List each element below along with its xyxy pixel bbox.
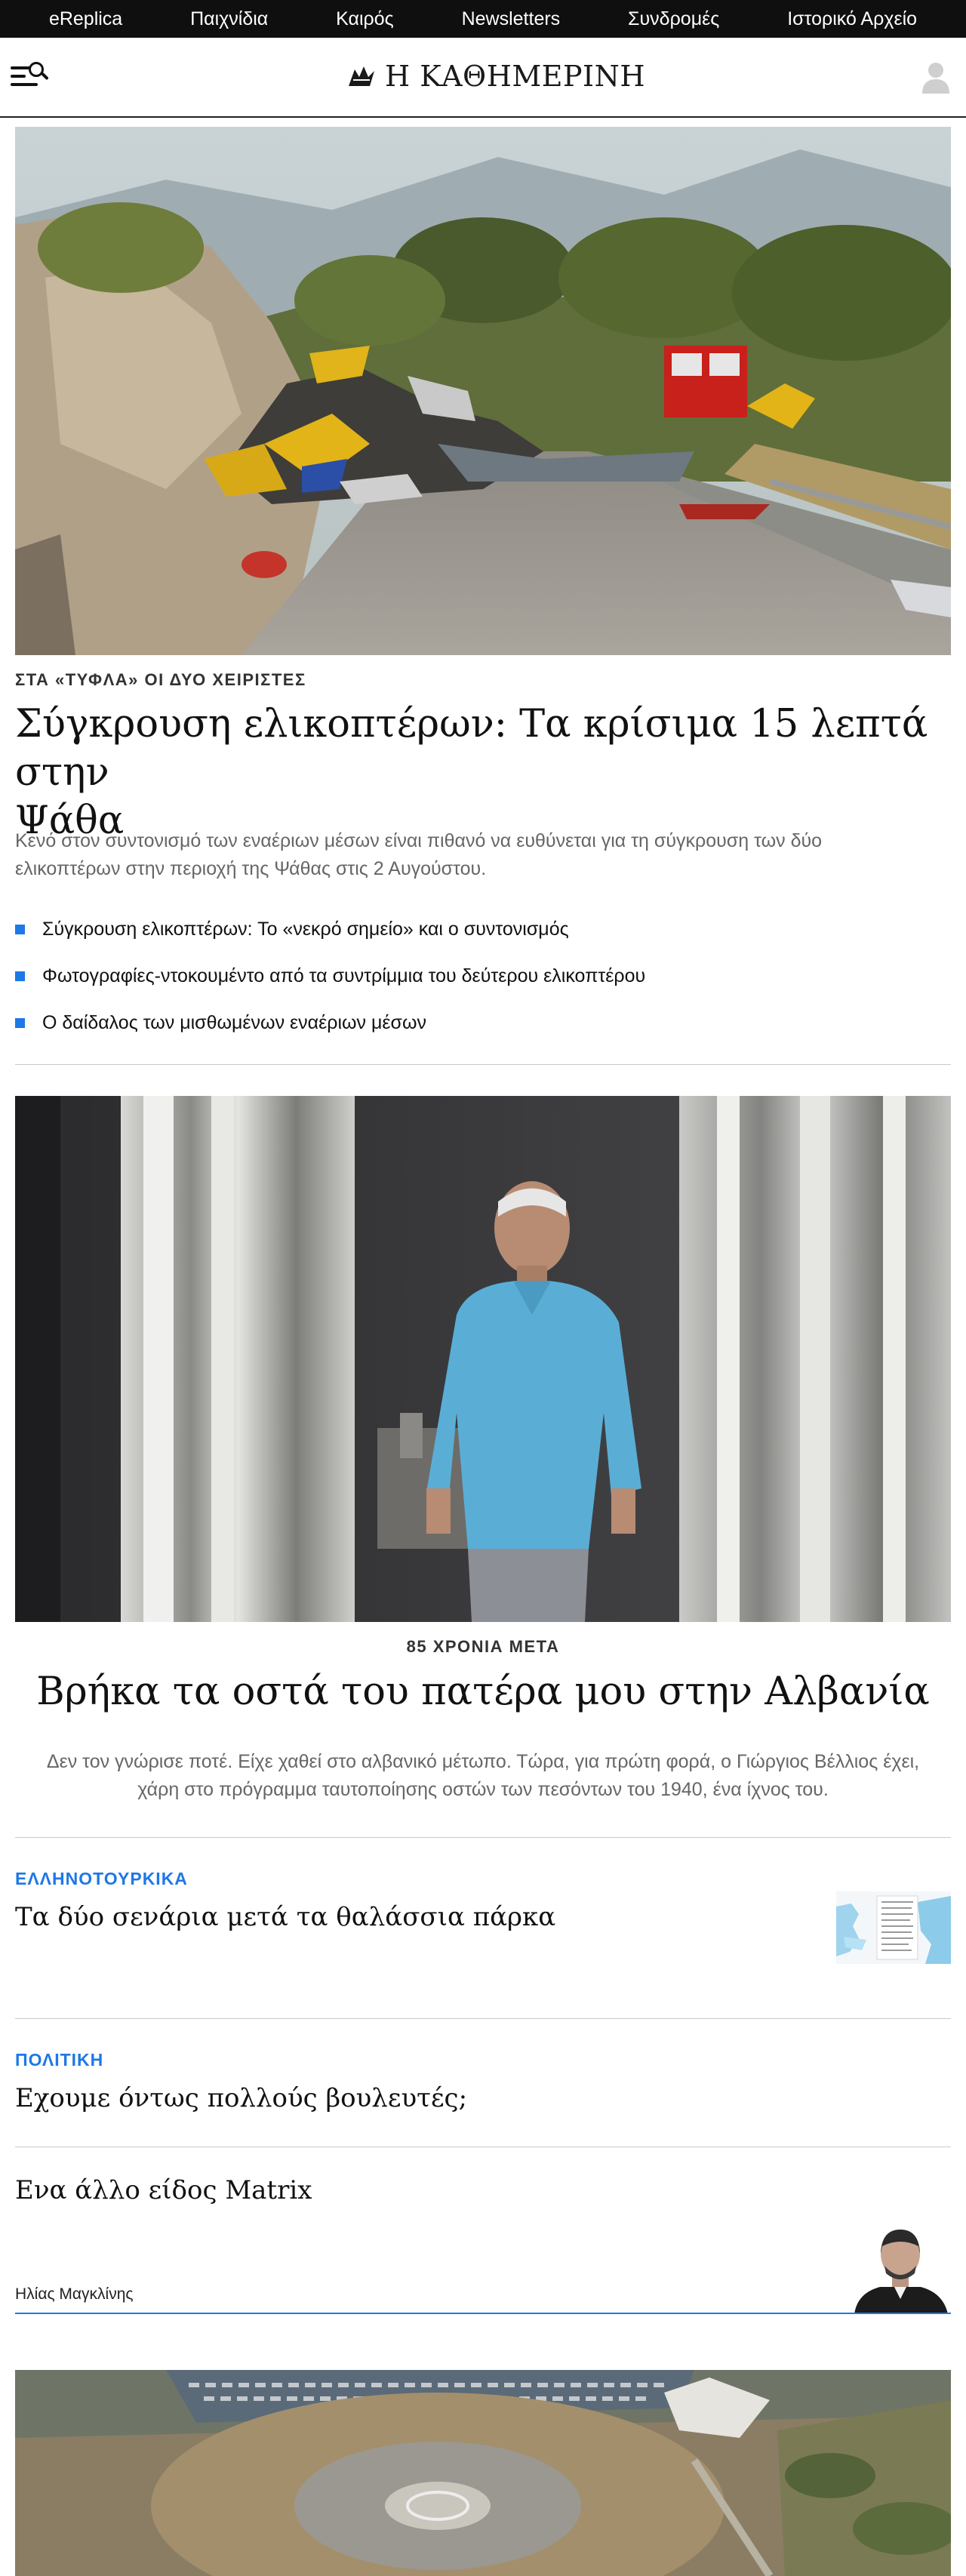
lead-headline-line-2: Ψάθα xyxy=(15,799,125,843)
section-divider xyxy=(15,2018,951,2019)
related-link-text: Φωτογραφίες-ντοκουμέντο από τα συντρίμμια του δεύτερου ελικοπτέρου xyxy=(42,965,646,986)
author-avatar[interactable] xyxy=(850,2221,951,2314)
opinion-underline xyxy=(15,2313,951,2314)
lead-article-headline[interactable] xyxy=(15,700,966,845)
second-summary-line-1: Δεν τον γνώρισε ποτέ. Είχε χαθεί στο αλβανικό μέτωπο. Τώρα, για πρώτη φορά, ο Γιώργιος Βέλλιος έχει, xyxy=(46,1751,920,1772)
menu-search-icon[interactable] xyxy=(9,62,50,92)
fifth-article-image[interactable] xyxy=(15,2370,951,2576)
related-link[interactable] xyxy=(15,906,951,953)
topnav-item-archive[interactable]: Ιστορικό Αρχείο xyxy=(787,8,918,29)
related-link[interactable] xyxy=(15,953,951,999)
second-summary-line-2: χάρη στο πρόγραμμα ταυτοποίησης οστών των πεσόντων του 1940, ένα ίχνος του. xyxy=(137,1779,829,1800)
lead-headline-line-1: Σύγκρουση ελικοπτέρων: Τα κρίσιμα 15 λεπτά στην xyxy=(15,702,928,795)
section-divider xyxy=(15,1064,951,1065)
lead-article-summary xyxy=(15,827,822,883)
logo-emblem-icon xyxy=(347,63,376,89)
lead-article-kicker: ΣΤΑ «ΤΥΦΛΑ» ΟΙ ΔΥΟ ΧΕΙΡΙΣΤΕΣ xyxy=(15,670,306,689)
lead-article-image[interactable] xyxy=(15,127,951,655)
bullet-square-icon xyxy=(15,1018,25,1028)
site-logo[interactable] xyxy=(347,57,645,95)
opinion-author-name[interactable]: Ηλίας Μαγκλίνης xyxy=(15,2285,134,2303)
related-link-text: Σύγκρουση ελικοπτέρων: Το «νεκρό σημείο» και ο συντονισμός xyxy=(42,918,569,940)
user-icon[interactable] xyxy=(921,60,951,94)
second-article-headline[interactable]: Βρήκα τα οστά του πατέρα μου στην Αλβανία xyxy=(36,1670,930,1714)
bullet-square-icon xyxy=(15,925,25,934)
related-link[interactable] xyxy=(15,999,951,1046)
third-article-thumbnail[interactable] xyxy=(836,1891,951,1964)
section-divider xyxy=(15,1837,951,1838)
third-article-headline[interactable]: Τα δύο σενάρια μετά τα θαλάσσια πάρκα xyxy=(15,1902,556,1932)
topnav-item-games[interactable]: Παιχνίδια xyxy=(190,8,269,29)
lead-summary-line-1: Κενό στον συντονισμό των εναέριων μέσων είναι πιθανό να ευθύνεται για τη σύγκρουση των δύο xyxy=(15,830,823,851)
topnav-item-weather[interactable]: Καιρός xyxy=(336,8,394,29)
site-header xyxy=(0,38,966,118)
opinion-article-headline[interactable]: Ενα άλλο είδος Matrix xyxy=(15,2175,312,2205)
third-article-section[interactable]: ΕΛΛΗΝΟΤΟΥΡΚΙΚΑ xyxy=(15,1869,188,1888)
lead-summary-line-2: ελικοπτέρων στην περιοχή της Ψάθας στις 2 Αυγούστου. xyxy=(15,858,487,879)
second-article-image[interactable] xyxy=(15,1096,951,1622)
topnav-item-newsletters[interactable]: Newsletters xyxy=(461,8,561,29)
topnav-item-subscriptions[interactable]: Συνδρομές xyxy=(628,8,720,29)
related-link-text: Ο δαίδαλος των μισθωμένων εναέριων μέσων xyxy=(42,1011,426,1033)
second-article-summary xyxy=(15,1748,951,1804)
topnav-item-ereplica[interactable]: eReplica xyxy=(48,8,123,29)
bullet-square-icon xyxy=(15,971,25,981)
fourth-article-section[interactable]: ΠΟΛΙΤΙΚΗ xyxy=(15,2050,104,2070)
fourth-article-headline[interactable]: Εχουμε όντως πολλούς βουλευτές; xyxy=(15,2083,468,2113)
logo-text: Η ΚΑΘΗΜΕΡΙΝΗ xyxy=(385,60,645,93)
top-navigation-bar xyxy=(0,0,966,38)
related-links-list xyxy=(15,906,951,1046)
second-article-kicker: 85 ΧΡΟΝΙΑ ΜΕΤΑ xyxy=(406,1637,560,1656)
